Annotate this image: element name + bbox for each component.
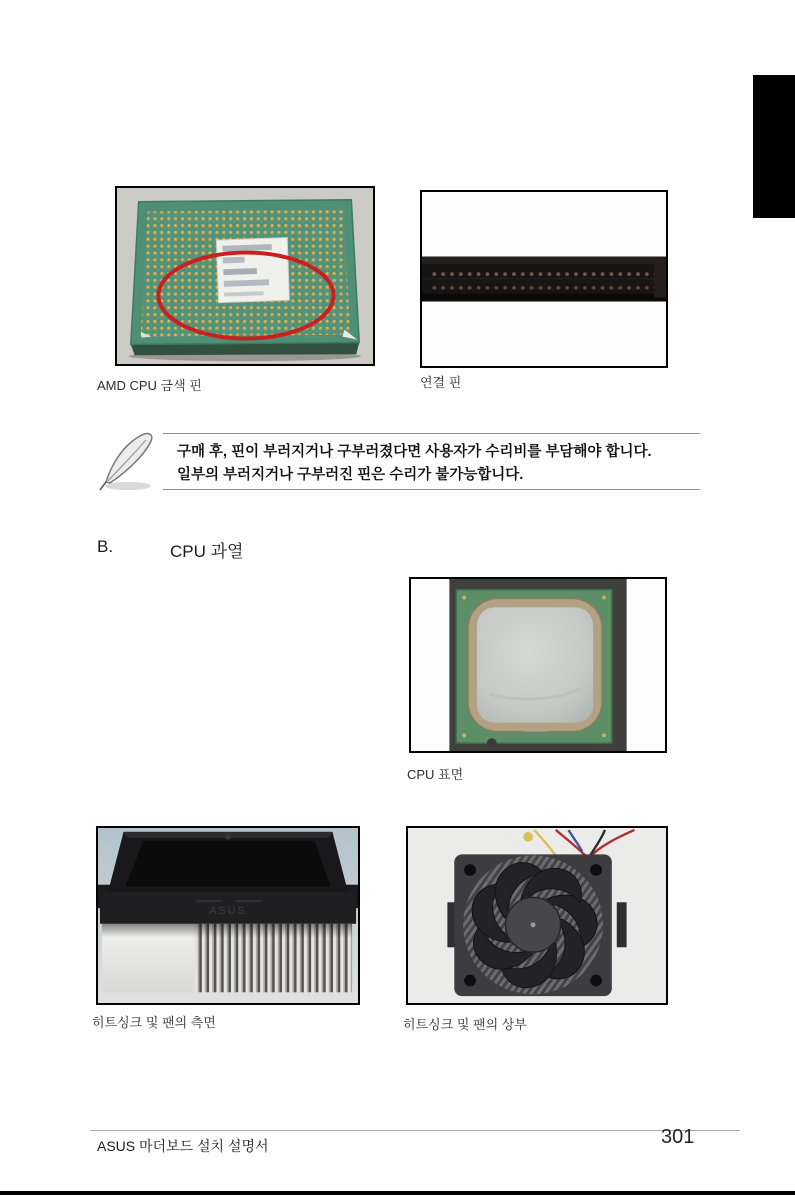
section-letter: B. bbox=[97, 537, 114, 556]
chapter-edge-tab bbox=[753, 75, 795, 218]
amd-cpu-photo bbox=[115, 186, 375, 366]
amd-cpu-photo-art bbox=[117, 188, 373, 364]
heatsink-side-caption: 히트싱크 및 팬의 측면 bbox=[92, 1015, 216, 1030]
cpu-surface-photo-art bbox=[411, 579, 665, 751]
connector-pins-photo-art bbox=[422, 192, 666, 366]
heatsink-top-photo-art bbox=[408, 828, 666, 1003]
asus-logo-embossed: ASUS bbox=[209, 905, 247, 918]
amd-cpu-caption: AMD CPU 금색 핀 bbox=[97, 378, 202, 393]
note-top-rule bbox=[163, 433, 700, 434]
cpu-surface-caption: CPU 표면 bbox=[407, 767, 464, 782]
footer-rule bbox=[90, 1130, 740, 1131]
note-text-line1: 구매 후, 핀이 부러지거나 구부러졌다면 사용자가 수리비를 부담해야 합니다. bbox=[177, 444, 652, 460]
connector-pins-photo bbox=[420, 190, 668, 368]
footer-manual-title: ASUS 마더보드 설치 설명서 bbox=[97, 1138, 269, 1154]
connector-caption: 연결 핀 bbox=[420, 375, 462, 390]
heatsink-side-photo-art bbox=[98, 828, 358, 1003]
page-bottom-edge bbox=[0, 1191, 795, 1195]
cpu-surface-photo bbox=[409, 577, 667, 753]
section-title: CPU 과열 bbox=[170, 542, 244, 561]
page-number: 301 bbox=[661, 1126, 695, 1148]
cpu-label-sticker bbox=[216, 238, 289, 303]
note-quill-icon bbox=[98, 428, 158, 492]
heatsink-top-photo bbox=[406, 826, 668, 1005]
heatsink-side-photo bbox=[96, 826, 360, 1005]
heatsink-top-caption: 히트싱크 및 팬의 상부 bbox=[403, 1017, 527, 1032]
note-text-line2: 일부의 부러지거나 구부러진 핀은 수리가 불가능합니다. bbox=[177, 467, 524, 483]
note-bottom-rule bbox=[163, 489, 700, 490]
